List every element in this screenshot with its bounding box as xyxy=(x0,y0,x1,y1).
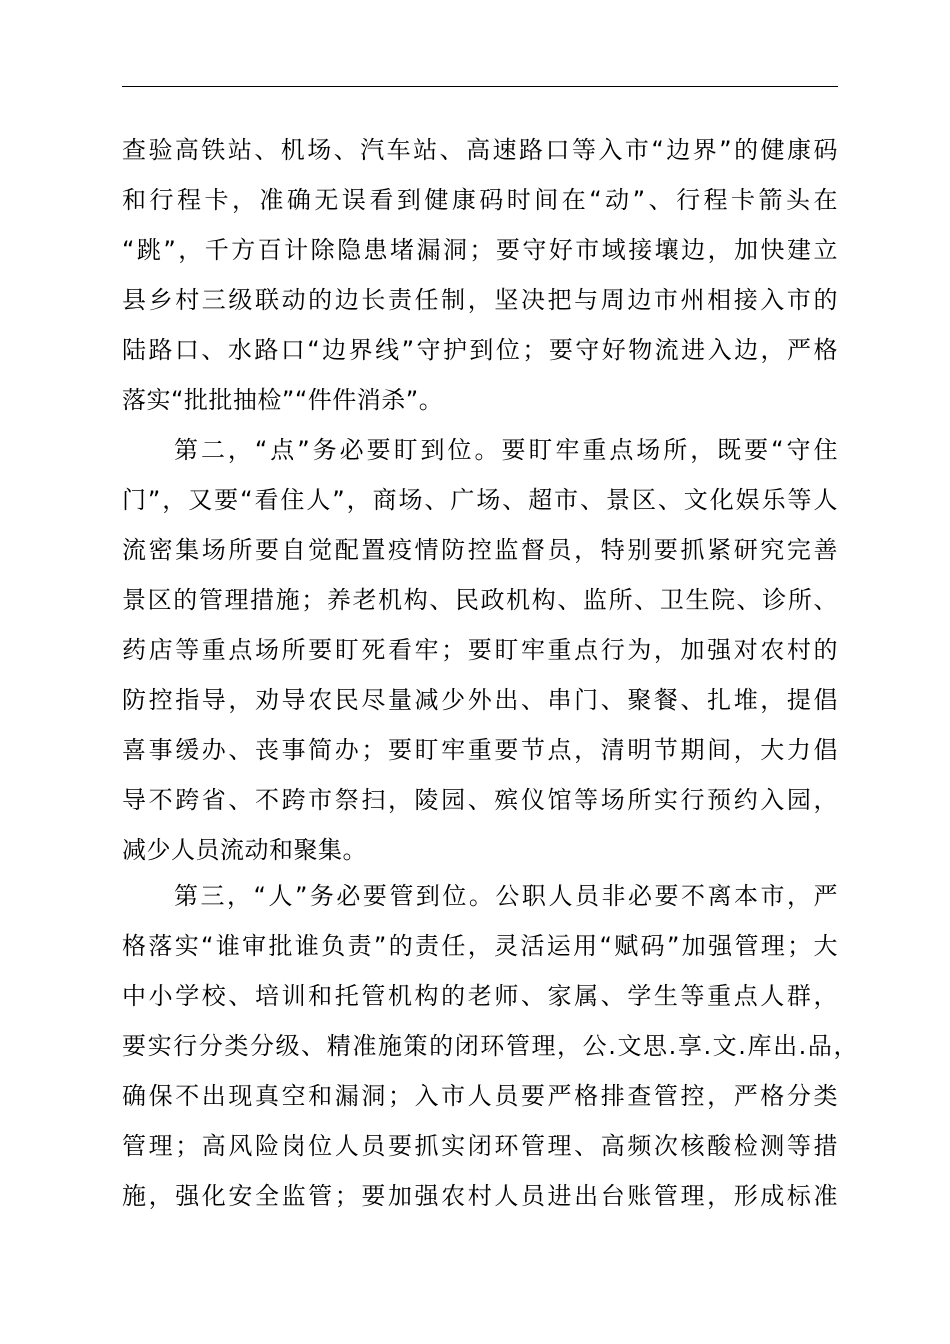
header-rule xyxy=(122,86,838,87)
text-line: 和行程卡，准确无误看到健康码时间在“动”、行程卡箭头在 xyxy=(122,186,838,214)
text-line: 施，强化安全监管；要加强农村人员进出台账管理，形成标准 xyxy=(122,1182,838,1210)
text-line: 导不跨省、不跨市祭扫，陵园、殡仪馆等场所实行预约入园， xyxy=(122,786,838,814)
text-line: 县乡村三级联动的边长责任制，坚决把与周边市州相接入市的 xyxy=(122,286,838,314)
text-line: 管理；高风险岗位人员要抓实闭环管理、高频次核酸检测等措 xyxy=(122,1132,838,1160)
text-line: 要实行分类分级、精准施策的闭环管理，公.文思.享.文.库出.品， xyxy=(122,1032,858,1060)
text-line: 格落实“谁审批谁负责”的责任，灵活运用“赋码”加强管理；大 xyxy=(122,932,838,960)
text-line: 减少人员流动和聚集。 xyxy=(122,836,367,864)
text-line: 喜事缓办、丧事简办；要盯牢重要节点，清明节期间，大力倡 xyxy=(122,736,838,764)
text-line: 确保不出现真空和漏洞；入市人员要严格排查管控，严格分类 xyxy=(122,1082,838,1110)
paragraph-3-heading-line: 第三，“人”务必要管到位。公职人员非必要不离本市，严 xyxy=(174,882,838,910)
paragraph-2-heading-line: 第二，“点”务必要盯到位。要盯牢重点场所，既要“守住 xyxy=(174,436,838,464)
text-line: 陆路口、水路口“边界线”守护到位；要守好物流进入边，严格 xyxy=(122,336,838,364)
text-line: 查验高铁站、机场、汽车站、高速路口等入市“边界”的健康码 xyxy=(122,136,838,164)
text-line: 防控指导，劝导农民尽量减少外出、串门、聚餐、扎堆，提倡 xyxy=(122,686,838,714)
text-line: 门”，又要“看住人”，商场、广场、超市、景区、文化娱乐等人 xyxy=(122,486,838,514)
text-line: “跳”，千方百计除隐患堵漏洞；要守好市域接壤边，加快建立 xyxy=(122,236,838,264)
text-line: 流密集场所要自觉配置疫情防控监督员，特别要抓紧研究完善 xyxy=(122,536,838,564)
text-line: 落实“批批抽检”“件件消杀”。 xyxy=(122,386,444,414)
text-line: 中小学校、培训和托管机构的老师、家属、学生等重点人群， xyxy=(122,982,838,1010)
text-line: 景区的管理措施；养老机构、民政机构、监所、卫生院、诊所、 xyxy=(122,586,838,614)
text-line: 药店等重点场所要盯死看牢；要盯牢重点行为，加强对农村的 xyxy=(122,636,838,664)
